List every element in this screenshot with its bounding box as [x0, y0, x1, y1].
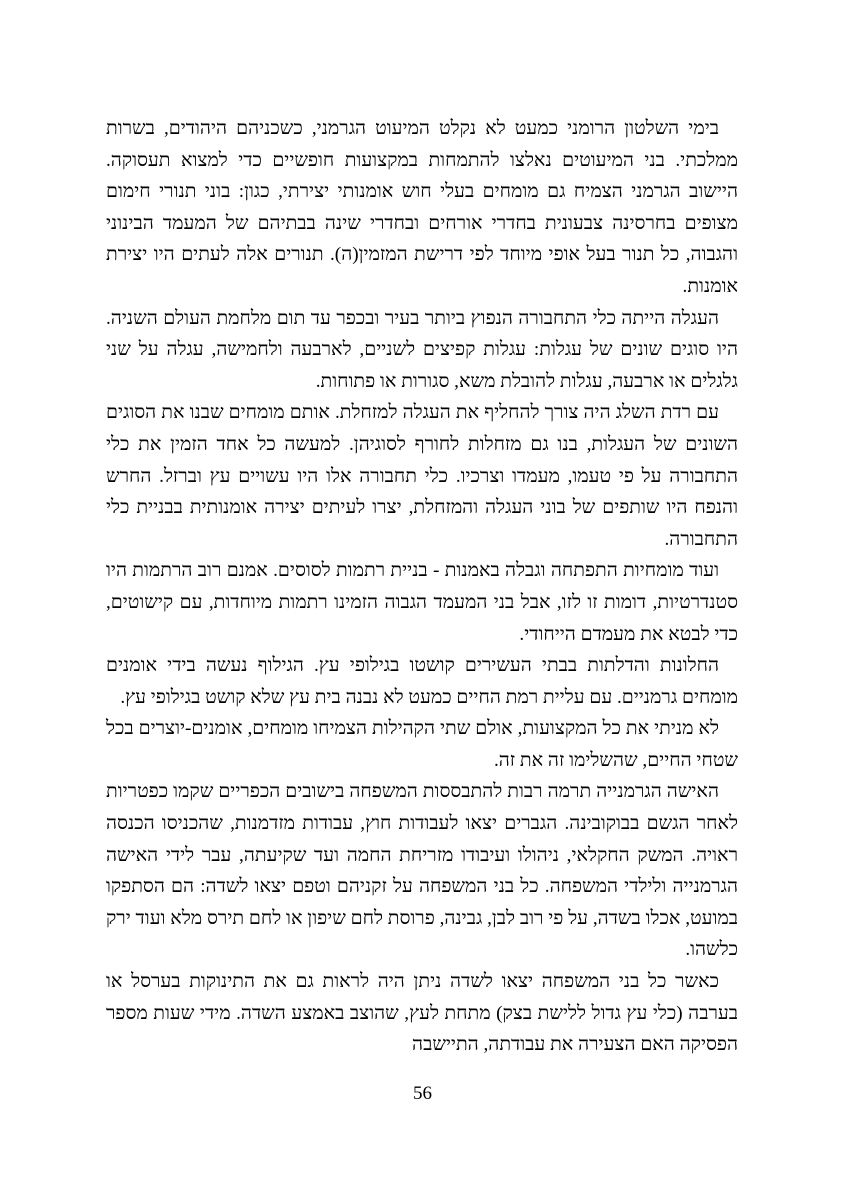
- paragraph-wood-carving: החלונות והדלתות בבתי העשירים קושטו בגילופי עץ. הגילוף נעשה בידי אומנים מומחים גרמניים. עם עליית רמת החיים כמעט לא נבנה בית עץ שלא קושט בגילופי עץ.: [106, 655, 738, 708]
- paragraph-field-infants: כאשר כל בני המשפחה יצאו לשדה ניתן היה לראות גם את התינוקות בערסל או בערבה (כלי עץ גדול ללישת בצק) מתחת לעץ, שהוצב באמצע השדה. מידי שעות מספר הפסיקה האם הצעירה את עבודתה, התיישבה: [106, 971, 738, 1056]
- page-number: 56: [413, 1083, 432, 1104]
- paragraph-sleds: עם רדת השלג היה צורך להחליף את העגלה למזחלת. אותם מומחים שבנו את הסוגים השונים של העגלות, בנו גם מזחלות לחורף לסוגיהן. למעשה כל אחד הזמין את כלי התחבורה על פי טעמו, מעמדו וצרכיו. כלי תחבורה אלו היו עשויים עץ וברזל. החרש והנפח היו שותפים של בוני העגלה והמזחלת, יצרו לעיתים יצירה אומנותית בבניית כלי התחבורה.: [106, 402, 738, 550]
- paragraph-harnesses: ועוד מומחיות התפתחה וגבלה באמנות - בניית רתמות לסוסים. אמנם רוב הרתמות היו סטנדרטיות, דומות זו לזו, אבל בני המעמד הגבוה הזמינו רתמות מיוחדות, עם קישוטים, כדי לבטא את מעמדם הייחודי.: [106, 560, 738, 645]
- paragraph-german-woman: האישה הגרמנייה תרמה רבות להתבססות המשפחה בישובים הכפריים שקמו כפטריות לאחר הגשם בבוקובינה. הגברים יצאו לעבודות חוץ, עבודות מזדמנות, שהכניסו הכנסה ראויה. המשק החקלאי, ניהולו ועיבודו מזריחת החמה ועד שקיעתה, עבר לידי האישה הגרמנייה ולילדי המשפחה. כל בני המשפחה על זקניהם וטפם יצאו לשדה: הם הסתפקו במועט, אכלו בשדה, על פי רוב לבן, גבינה, פרוסת לחם שיפון או לחם תירס מלא ועוד ירק כלשהו.: [106, 781, 738, 961]
- paragraph-wagons: העגלה הייתה כלי התחבורה הנפוץ ביותר בעיר ובכפר עד תום מלחמת העולם השניה. היו סוגים שונים של עגלות: עגלות קפיצים לשניים, לארבעה ולחמישה, עגלה על שני גלגלים או ארבעה, עגלות להובלת משא, סגורות או פתוחות.: [106, 307, 738, 392]
- paragraph-professions-summary: לא מניתי את כל המקצועות, אולם שתי הקהילות הצמיחו מומחים, אומנים-יוצרים בכל שטחי החיים, שהשלימו זה את זה.: [106, 718, 738, 771]
- paragraph-german-craftsmen: בימי השלטון הרומני כמעט לא נקלט המיעוט הגרמני, כשכניהם היהודים, בשרות ממלכתי. בני המיעוטים נאלצו להתמחות במקצועות חופשיים כדי למצוא תעסוקה. היישוב הגרמני הצמיח גם מומחים בעלי חוש אומנותי יצירתי, כגון: בוני תנורי חימום מצופים בחרסינה צבעונית בחדרי אורחים ובחדרי שינה בבתיהם של המעמד הבינוני והגבוה, כל תנור בעל אופי מיוחד לפי דרישת המזמין(ה). תנורים אלה לעתים היו יצירת אומנות.: [106, 118, 738, 297]
- body-text: [106, 113, 738, 1061]
